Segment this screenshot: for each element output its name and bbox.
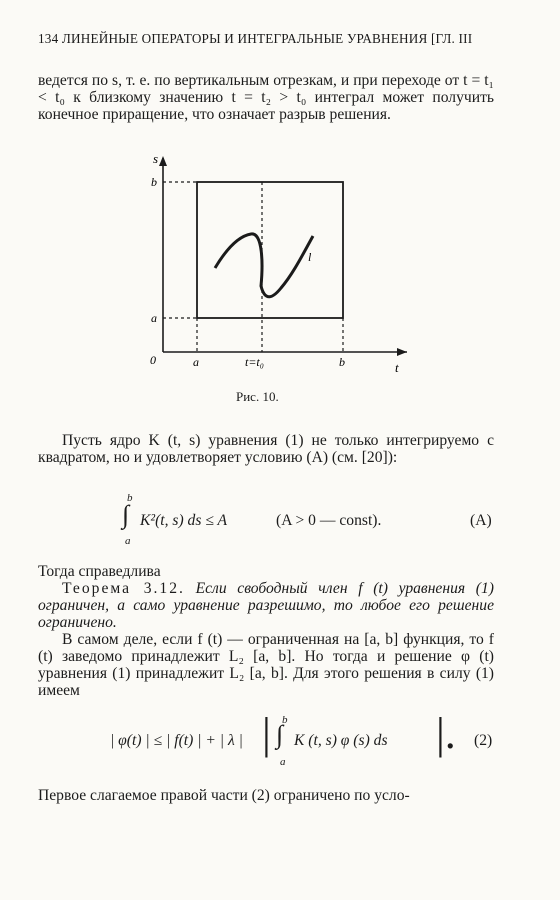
- paragraph-continuation: ведется по s, т. е. по вертикальным отрезкам, и при переходе от t = t₁ < t₀ к близкому значению t = t₂ > t₀ интеграл может получить конечное приращение, что означает разрыв решения.: [38, 72, 494, 123]
- running-header: 134 ЛИНЕЙНЫЕ ОПЕРАТОРЫ И ИНТЕГРАЛЬНЫЕ УРАВНЕНИЯ [ГЛ. III: [38, 31, 473, 46]
- eq-a-integral-sign: ∫: [122, 500, 130, 529]
- eq-a-lower-limit: a: [125, 535, 131, 547]
- theorem-text: Если свободный член f (t) уравнения (1) ограничен, а само уравнение разрешимо, то любое его решение ограничено.: [38, 580, 494, 631]
- eq-2-lower-limit: a: [280, 756, 286, 768]
- eq-2-number: (2): [474, 732, 493, 749]
- kernel-domain-diagram: [115, 150, 415, 385]
- eq-2-body: K (t, s) φ (s) ds: [294, 732, 388, 749]
- label-b-right: b: [339, 355, 345, 369]
- curve-l: [215, 234, 313, 297]
- figure-caption: Рис. 10.: [236, 389, 279, 404]
- label-origin: 0: [150, 353, 156, 367]
- paragraph-last-line: Первое слагаемое правой части (2) ограничено по усло-: [38, 787, 410, 804]
- figure-10: [115, 150, 415, 385]
- theorem-label: Теорема 3.12.: [62, 580, 185, 597]
- label-t: t: [395, 360, 399, 375]
- eq-2-left: | φ(t) | ≤ | f(t) | + | λ |: [110, 732, 243, 749]
- label-b-top: b: [151, 175, 157, 189]
- label-a-bottom: a: [193, 355, 199, 369]
- paragraph-kernel-condition: Пусть ядро K (t, s) уравнения (1) не только интегрируемо с квадратом, но и удовлетворяет условию (A) (см. [20]):: [38, 432, 494, 466]
- eq-a-condition: (A > 0 — const).: [276, 512, 382, 529]
- t-axis-arrow: [397, 348, 407, 356]
- eq-2-upper-limit: b: [282, 714, 288, 726]
- eq-a-upper-limit: b: [127, 492, 133, 504]
- then-line: Тогда справедлива: [38, 563, 161, 580]
- eq-a-number: (A): [470, 512, 492, 529]
- theorem-3-12: [38, 580, 494, 631]
- label-l: l: [308, 250, 312, 264]
- eq-a-body: K²(t, s) ds ≤ A: [140, 512, 228, 529]
- label-a-left: a: [151, 311, 157, 325]
- label-s: s: [153, 151, 159, 166]
- eq-2-right-bar: |.: [436, 709, 456, 758]
- paragraph-proof: В самом деле, если f (t) — ограниченная на [a, b] функция, то f (t) заведомо принадлежит L₂ [a, b]. Но тогда и решение φ (t) уравнения (1) принадлежит L₂ [a, b]. Для этого решения в силу (1) имеем: [38, 631, 494, 699]
- label-t-t0: t=t₀: [245, 355, 264, 369]
- s-axis-arrow: [159, 156, 167, 166]
- eq-2-integral-sign: ∫: [276, 720, 284, 749]
- eq-2-left-bar: |: [262, 709, 271, 758]
